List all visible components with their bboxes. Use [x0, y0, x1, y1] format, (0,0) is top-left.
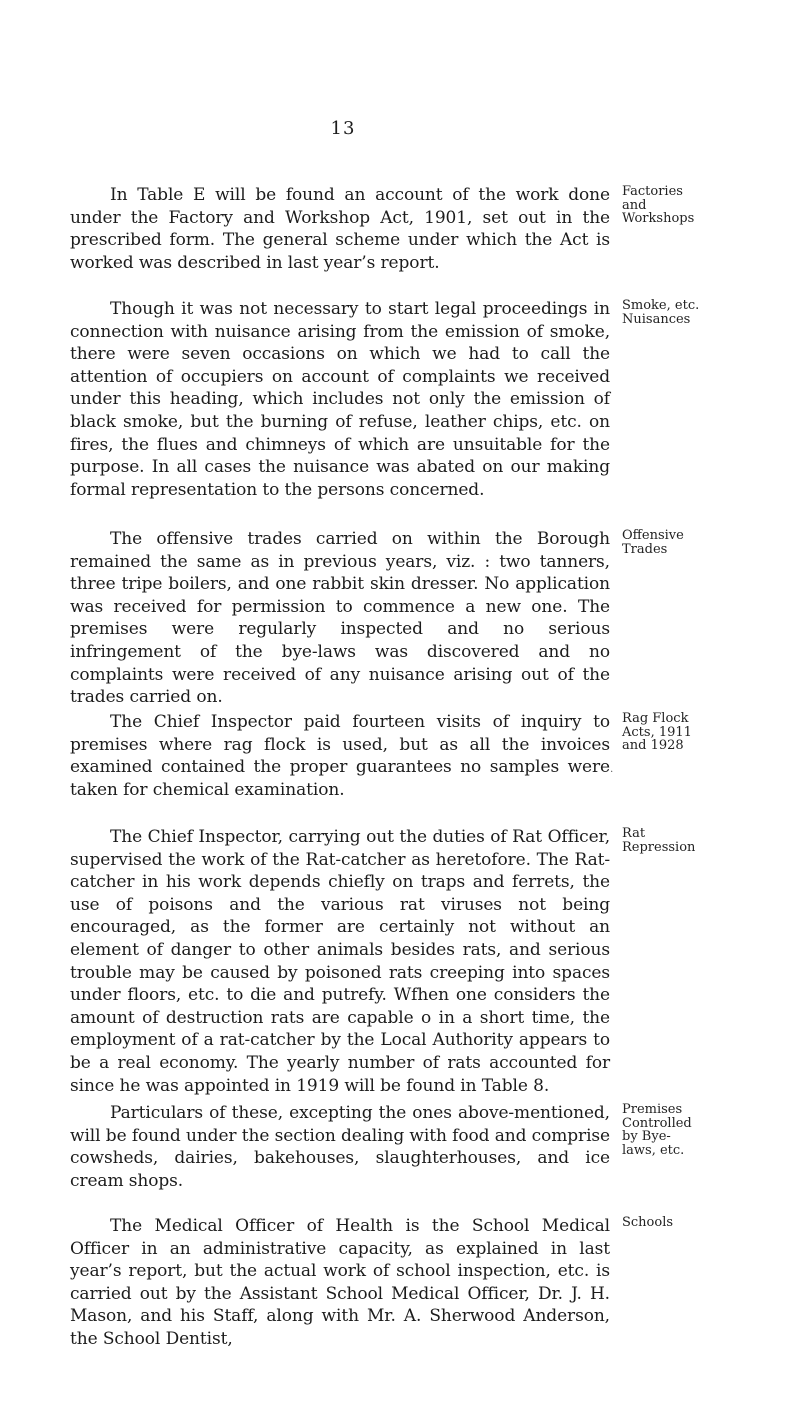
paragraph-text: Though it was not necessary to start legal proceedings in connection with nuisance arising from the emission of smoke, there were seven occasions on which we had to call the attention of occupiers on account of complaints we received under this heading, which includes not only the emission of black smoke, but the burning of refuse, leather chips, etc. on fires, the flues and chimneys of which are unsuitable for the purpose. In all cases the nuisance was abated on our making formal representation to the persons concerned. — [70, 299, 610, 500]
paragraph-text: The Chief Inspector paid fourteen visits of inquiry to premises where rag flock is used, but as all the invoices examined contained the proper guarantees no samples were taken for chemical examination. — [70, 712, 610, 800]
margin-note-rag-flock: Rag Flock Acts, 1911 and 1928 — [622, 711, 692, 753]
paragraph-rag-flock — [70, 711, 780, 801]
stray-mark: ․ — [610, 764, 614, 775]
page-number: 13 — [330, 118, 356, 139]
margin-note-smoke: Smoke, etc. Nuisances — [622, 298, 700, 327]
paragraph-text: In Table E will be found an account of the work done under the Factory and Workshop Act, 1901, set out in the prescribed form. The general scheme under which the Act is worked was described in last year’s report. — [70, 185, 610, 273]
paragraph-premises-controlled — [70, 1102, 780, 1192]
paragraph-offensive-trades — [70, 528, 780, 709]
margin-note-offensive-trades: Offensive Trades — [622, 528, 684, 557]
paragraph-factories — [70, 184, 780, 274]
margin-note-premises: Premises Controlled by Bye- laws, etc. — [622, 1102, 692, 1158]
paragraph-schools — [70, 1215, 780, 1351]
paragraph-text: The offensive trades carried on within the Borough remained the same as in previous years, viz. : two tanners, three tripe boilers, and one rabbit skin dresser. No application was received for permission to commence a new one. The premises were regularly inspected and no serious infringement of the bye-laws was discovered and no complaints were received of any nuisance arising out of the trades carried on. — [70, 529, 610, 708]
paragraph-text: The Chief Inspector, carrying out the duties of Rat Officer, supervised the work of the Rat-catcher as heretofore. The Rat-catcher in his work depends chiefly on traps and ferrets, the use of poisons and the various rat viruses not being encouraged, as the former are certainly not without an element of danger to other animals besides rats, and serious trouble may be caused by poisoned rats creeping into spaces under floors, etc. to die and putrefy. Wfhen one considers the amount of destruction rats are capable o in a short time, the employment of a rat-catcher by the Local Authority appears to be a real economy. The yearly number of rats accounted for since he was appointed in 1919 will be found in Table 8. — [70, 827, 610, 1096]
margin-note-schools: Schools — [622, 1215, 674, 1230]
paragraph-smoke-nuisances — [70, 298, 780, 501]
margin-note-factories: Factories and Workshops — [622, 184, 695, 226]
paragraph-rat-repression — [70, 826, 780, 1097]
margin-note-rat-repression: Rat Repression — [622, 826, 696, 855]
paragraph-text: The Medical Officer of Health is the School Medical Officer in an administrative capacity, as explained in last year’s report, but the actual work of school inspection, etc. is carried out by the Assistant School Medical Officer, Dr. J. H. Mason, and his Staff, along with Mr. A. Sherwood Anderson, the School Dentist, — [70, 1216, 610, 1349]
paragraph-text: Particulars of these, excepting the ones above-mentioned, will be found under the section dealing with food and comprise cowsheds, dairies, bakehouses, slaughterhouses, and ice cream shops. — [70, 1103, 610, 1191]
